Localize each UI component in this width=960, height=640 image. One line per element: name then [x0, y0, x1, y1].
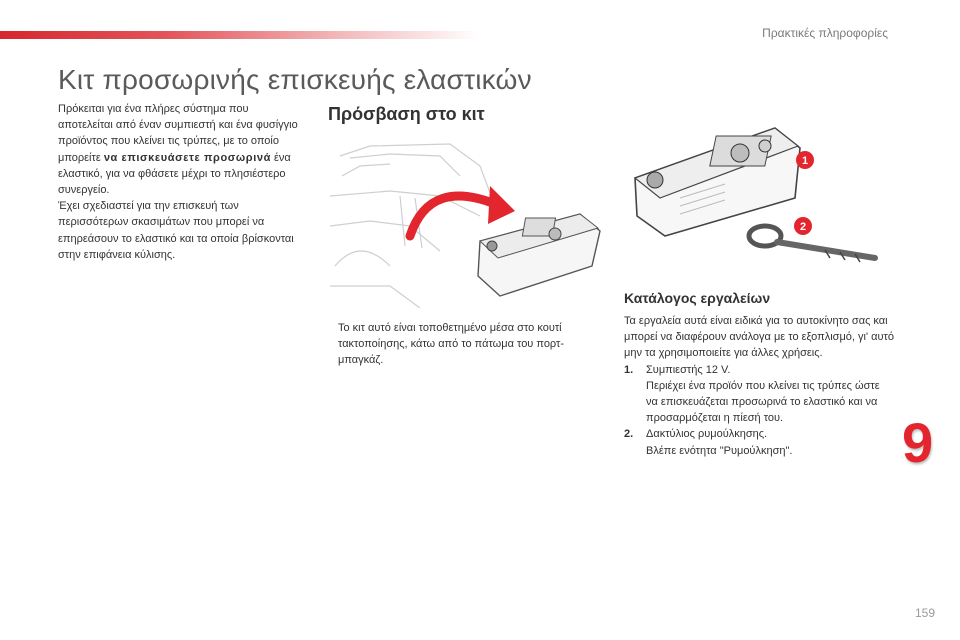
compressor-icon	[635, 128, 800, 236]
intro-text-2: ένα ελαστικό, για να φθάσετε μέχρι το πλησιέστερο συνεργείο.	[58, 151, 291, 197]
access-text: Το κιτ αυτό είναι τοποθετημένο μέσα στο κουτί τακτοποίησης, κάτω από το πάτωμα του πορτ-μπαγκάζ.	[338, 322, 565, 367]
callout-1-icon	[796, 151, 814, 169]
tools-section	[624, 313, 894, 459]
intro-bold: να επισκευάσετε προσωρινά	[103, 151, 271, 164]
list-item-description: Περιέχει ένα προϊόν που κλείνει τις τρύπες ώστε να επισκευάζεται προσωρινά το ελαστικό και να προσαρμόζεται η πίεσή του.	[646, 379, 880, 425]
intro-paragraph	[58, 101, 306, 263]
tools-heading: Κατάλογος εργαλείων	[624, 290, 771, 306]
trunk-illustration	[330, 136, 610, 308]
list-item-title: Συμπιεστής 12 V.	[646, 363, 731, 376]
section-label: Πρακτικές πληροφορίες	[762, 26, 888, 40]
callout-1-label: 1	[801, 155, 809, 167]
list-item-title: Δακτύλιος ρυμούλκησης.	[646, 428, 768, 441]
page-title: Κιτ προσωρινής επισκευής ελαστικών	[58, 64, 532, 95]
page-number: 159	[914, 606, 935, 620]
tools-intro: Τα εργαλεία αυτά είναι ειδικά για το αυτοκίνητο σας και μπορεί να διαφέρουν ανάλογα με το εξοπλισμό, γι' αυτό μην τα χρησιμοποιείτε για άλλες χρήσεις.	[624, 315, 894, 360]
intro-text-1: Πρόκειται για ένα πλήρες σύστημα που αποτελείται από έναν συμπιεστή και ένα φυσίγγιο προϊόντος που κλείνει τις τρύπες, με το οποίο μπορείτε	[58, 103, 298, 164]
chapter-number: 9	[902, 411, 934, 474]
list-item	[624, 426, 894, 458]
access-heading: Πρόσβαση στο κιτ	[328, 104, 485, 124]
list-item	[624, 362, 894, 427]
towing-eye-icon	[749, 226, 875, 262]
intro-text-3: Έχει σχεδιαστεί για την επισκευή των περισσότερων σκασιμάτων που μπορεί να επηρεάσουν το ελαστικό και τα οποία βρίσκονται στην επιφάνεια κύλισης.	[58, 200, 294, 261]
callout-2-label: 2	[799, 221, 807, 233]
list-item-number: 2.	[624, 428, 634, 441]
callout-2-icon	[794, 217, 812, 235]
tools-illustration	[625, 118, 890, 283]
repair-kit-case-icon	[478, 214, 600, 296]
header-accent-bar	[0, 31, 480, 39]
list-item-number: 1.	[624, 363, 634, 376]
list-item-description: Βλέπε ενότητα "Ρυμούλκηση".	[646, 444, 793, 457]
